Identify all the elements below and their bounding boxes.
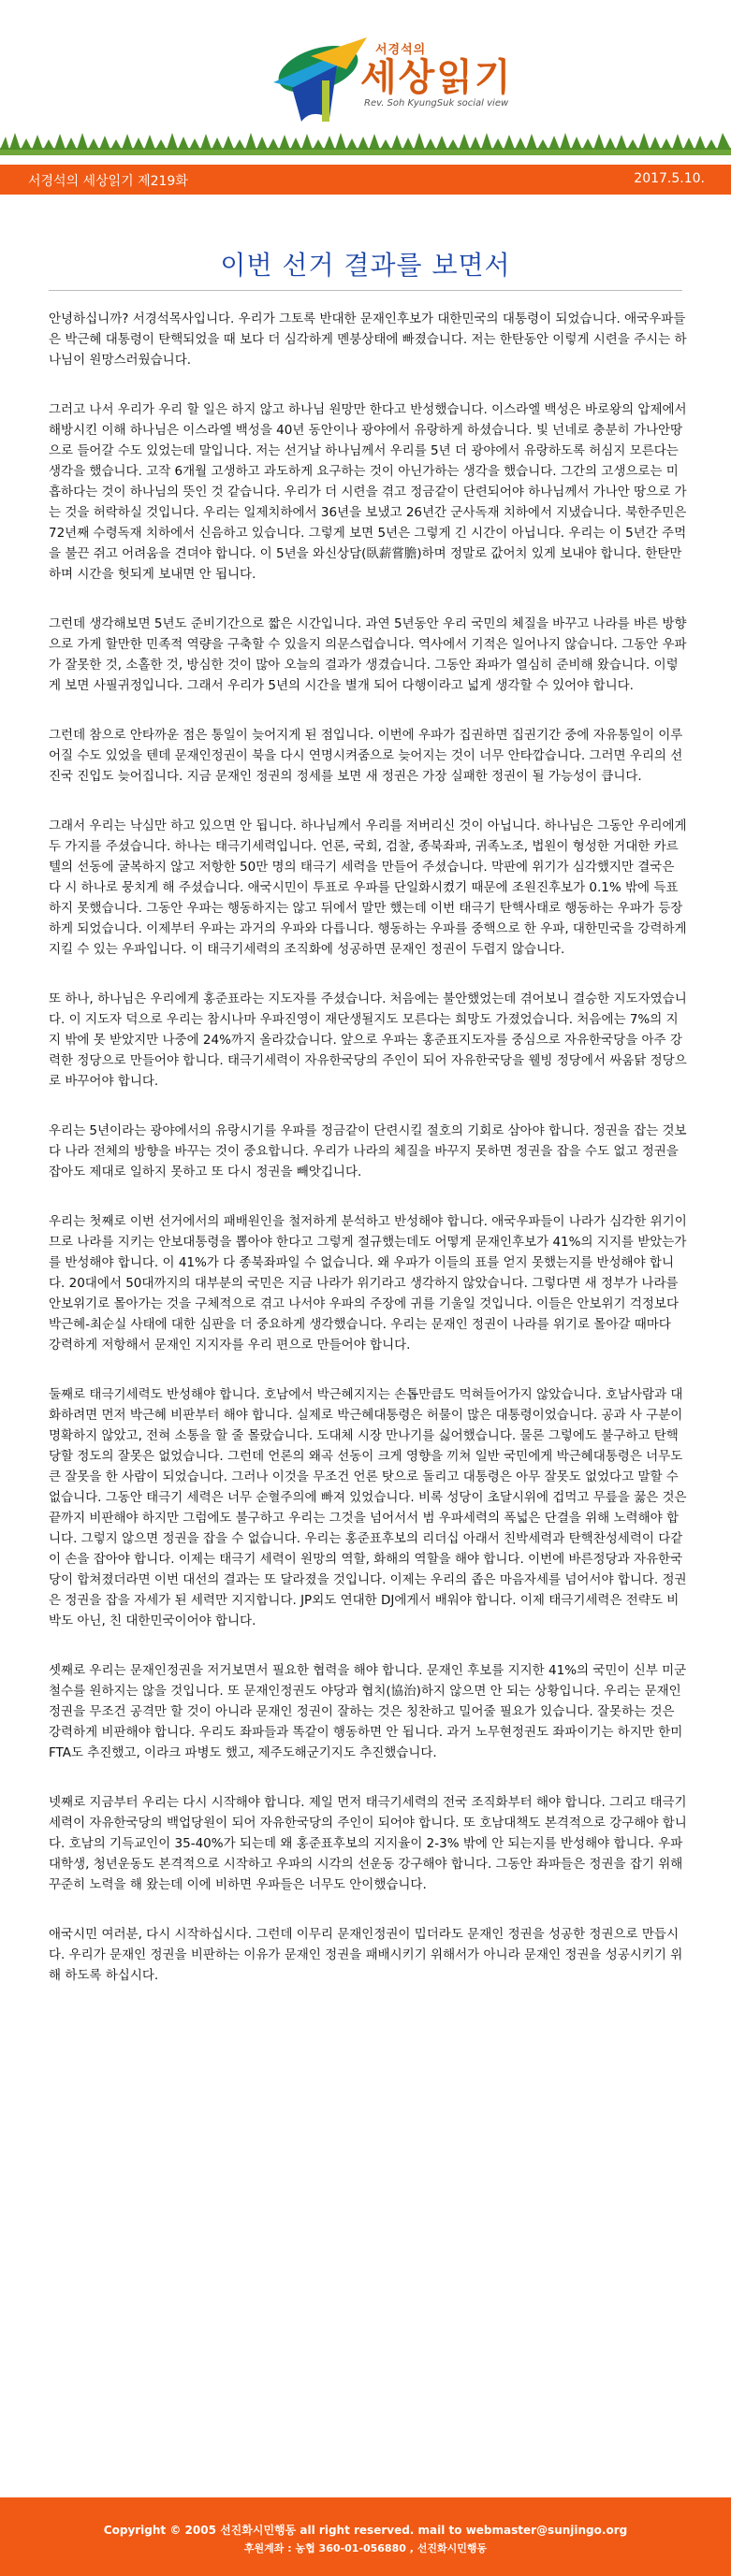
issue-number: 서경석의 세상읽기 제219화	[28, 174, 188, 189]
paragraph: 안녕하십니까? 서경석목사입니다. 우리가 그토록 반대한 문재인후보가 대한민국의 대통령이 되었습니다. 애국우파들은 박근혜 대통령이 탄핵되었을 때 보다 더 심각하게 멘붕상태에 빠졌습니다. 저는 한탄동안 이렇게 시련을 주시는 하나님이 원망스러웠습니다.	[49, 311, 687, 368]
paragraph: 애국시민 여러분, 다시 시작하십시다. 그런데 이무리 문재인정권이 밉더라도 문재인 정권을 성공한 정권으로 만듭시다. 우리가 문재인 정권을 비판하는 이유가 문재인 정권을 패배시키기 위해서가 아니라 문재인 정권을 성공시키기 위해 하도록 하십시다.	[49, 1927, 683, 1983]
article-title: 이번 선거 결과를 보면서	[220, 250, 511, 281]
donation-account: 후원계좌 : 농협 360-01-056880 , 선진화시민행동	[243, 2542, 488, 2554]
masthead	[0, 0, 731, 157]
issue-date: 2017.5.10.	[634, 171, 705, 186]
paragraph: 그래서 우리는 낙심만 하고 있으면 안 됩니다. 하나님께서 우리를 저버리신 것이 아닙니다. 하나님은 그동안 우리에게 두 가지를 주셨습니다. 하나는 태극기세력입니다. 언론, 국회, 검찰, 종북좌파, 귀족노조, 법원이 형성한 거대한 카르텔의 선동에 굴복하지 않고 저항한 50만 명의 태극기 세력을 만들어 주셨습니다. 막판에 위기가 심각했지만 결국은 다 시 하나로 뭉치게 해 주셨습니다. 애국시민이 투표로 우파를 단일화시켰기 때문에 조원진후보가 0.1% 밖에 득표하지 못했습니다. 그동안 우파는 행동하지는 않고 뒤에서 말만 했는데 이번 태극기 탄핵사태로 행동하는 우파가 등장하게 되었습니다. 이제부터 우파는 과거의 우파와 다릅니다. 행동하는 우파를 중핵으로 한 우파, 대한민국을 강력하게 지킬 수 있는 우파입니다. 이 태극기세력의 조직화에 성공하면 문재인 정권이 두렵지 않습니다.	[49, 818, 687, 957]
title-divider	[49, 290, 682, 291]
logo-text	[360, 39, 513, 109]
copyright-text: Copyright © 2005 선진화시민행동 all right reserved. mail to webmaster@sunjingo.org	[103, 2524, 628, 2537]
paragraph: 둘째로 태극기세력도 반성해야 합니다. 호남에서 박근혜지지는 손톱만큼도 먹혀들어가지 않았습니다. 호남사람과 대화하려면 먼저 박근혜 비판부터 해야 합니다. 실제로 박근혜대통령은 허물이 많은 대통령이었습니다. 공과 사 구분이 명확하지 않았고, 전혀 소통을 할 줄 몰랐습니다. 도대체 시장 만나기를 싫어했습니다. 물론 그렇에도 불구하고 탄핵당할 정도의 잘못은 없었습니다. 그런데 언론의 왜곡 선동이 크게 영향을 끼쳐 일반 국민에게 박근혜대통령은 너무도 큰 잘못을 한 사람이 되었습니다. 그러나 이것을 무조건 언론 탓으로 돌리고 대통령은 아무 잘못도 없었다고 말할 수 없습니다. 그동안 태극기 세력은 너무 순혈주의에 빠져 있었습니다. 비록 성당이 초달시위에 겁먹고 무릎을 꿇은 것은 끝까지 비판해야 하지만 그럼에도 불구하고 우리는 그것을 넘어서서 범 우파세력의 폭넓은 단결을 위해 노력해야 합니다. 그렇지 않으면 정권을 잡을 수 없습니다. 우리는 홍준표후보의 리더십 아래서 친박세력과 탄핵찬성세력이 다같이 손을 잡아야 합니다. 이제는 태극기 세력이 원망의 역할, 화해의 역할을 해야 합니다. 이번에 바른정당과 자유한국당이 합쳐졌더라면 이번 대선의 결과는 또 달라졌을 것입니다. 이제는 우리의 좁은 마음자세를 넘어서야 합니다. 정권은 정권을 잡을 자세가 된 세력만 지지합니다. JP외도 연대한 DJ에게서 배워야 합니다. 이제 태극기세력은 전략도 비박도 아닌, 친 대한민국이어야 합니다.	[49, 1387, 687, 1628]
footer	[0, 2497, 731, 2576]
logo-subtitle: Rev. Soh KyungSuk social view	[364, 98, 509, 109]
paragraph: 넷째로 지금부터 우리는 다시 시작해야 합니다. 제일 먼저 태극기세력의 전국 조직화부터 해야 합니다. 그리고 태극기 세력이 자유한국당의 백업당원이 되어 자유한국당의 주인이 되어야 합니다. 또 호남대책도 본격적으로 강구해야 합니다. 호남의 기득교인이 35-40%가 되는데 왜 홍준표후보의 지지율이 2-3% 밖에 안 되는지를 반성해야 합니다. 우파 대학생, 청년운동도 본격적으로 시작하고 우파의 시각의 선운동 강구해야 합니다. 그동안 좌파들은 정권을 잡기 위해 꾸준히 노력을 해 왔는데 이에 비하면 우파들은 너무도 안이했습니다.	[49, 1795, 687, 1892]
paragraph: 그러고 나서 우리가 우리 할 일은 하지 않고 하나님 원망만 한다고 반성했습니다. 이스라엘 백성은 바로왕의 압제에서 해방시킨 이해 하나님은 이스라엘 백성을 40년 동안이나 광야에서 유랑하게 하셨습니다. 빛 넌네로 충분히 가나안땅으로 들어갈 수도 있었는데 말입니다. 저는 선거날 하나님께서 우리를 5년 더 광야에서 유랑하도록 허심지 모른다는 생각을 했습니다. 고작 6개월 고생하고 과도하게 요구하는 것이 아닌가하는 생각을 했습니다. 그간의 고생으로는 미흡하다는 것이 하나님의 뜻인 것 같습니다. 우리가 더 시련을 겪고 정금같이 단련되어야 하나님께서 가나안 땅으로 가는 것을 허락하실 것입니다. 우리는 일제치하에서 36년을 보냈고 26년간 군사독재 치하에서 지냈습니다. 북한주민은 72년째 수령독재 치하에서 신음하고 있습니다. 그렇게 보면 5년은 그렇게 긴 시간이 아닙니다. 우리는 이 5년간 주먹을 불끈 쥐고 어려움을 견뎌야 합니다. 이 5년을 와신상담(臥薪嘗膽)하며 정말로 값어치 있게 보내야 합니다. 한탄만 하며 시간을 헛되게 보내면 안 됩니다.	[49, 402, 687, 582]
paragraph: 우리는 첫째로 이번 선거에서의 패배원인을 철저하게 분석하고 반성해야 합니다. 애국우파들이 나라가 심각한 위기이므로 나라를 지키는 안보대통령을 뽑아야 한다고 그렇게 절규했는데도 어떻게 문재인후보가 41%의 지지를 받았는가를 반성해야 합니다. 이 41%가 다 종북좌파일 수 없습니다. 왜 우파가 이들의 표를 얻지 못했는지를 반성해야 합니다. 20대에서 50대까지의 대부분의 국민은 지금 나라가 위기라고 생각하지 않았습니다. 그렇다면 새 정부가 나라를 안보위기로 몰아가는 것을 구체적으로 겪고 나서야 우파의 주장에 귀를 기울일 것입니다. 이들은 안보위기 걱정보다 박근혜-최순실 사태에 대한 심판을 더 중요하게 생각했습니다. 우리는 문재인 정권이 나라를 위기로 몰아갈 때마다 강력하게 저항해서 문재인 지지자를 우리 편으로 만들어야 합니다.	[49, 1214, 687, 1353]
article-body	[49, 309, 687, 2015]
logo-title: 세상읽기	[360, 56, 513, 99]
paragraph: 그런데 참으로 안타까운 점은 통일이 늦어지게 된 점입니다. 이번에 우파가 집권하면 집권기간 중에 자유통일이 이루어질 수도 있었을 텐데 문재인정권이 북을 다시 연명시켜줌으로 늦어지는 것이 너무 안타깝습니다. 그러면 우리의 선진국 진입도 늦어집니다. 지금 문재인 정권의 정세를 보면 새 정권은 가장 실패한 정권이 될 가능성이 큽니다.	[49, 728, 683, 784]
paragraph: 우리는 5년이라는 광야에서의 유랑시기를 우파를 정금같이 단련시킬 절호의 기회로 삼아야 합니다. 정권을 잡는 것보다 나라 전체의 방향을 바꾸는 것이 중요합니다. 우리가 나라의 체질을 바꾸지 못하면 정권을 잡을 수도 없고 정권을 잡아도 제대로 일하지 못하고 또 다시 정권을 빼앗깁니다.	[49, 1123, 687, 1179]
paragraph: 셋째로 우리는 문재인정권을 저거보면서 필요한 협력을 해야 합니다. 문재인 후보를 지지한 41%의 국민이 신부 미군철수를 원하지는 않을 것입니다. 또 문재인정권도 야당과 협치(協治)하지 않으면 안 되는 상황입니다. 우리는 문재인 정권을 무조건 공격만 할 것이 아니라 문재인 정권이 잘하는 것은 칭찬하고 밀어줄 필요가 있습니다. 잘못하는 것은 강력하게 비판해야 합니다. 우리도 좌파들과 똑같이 행동하면 안 됩니다. 과거 노무현정권도 좌파이기는 하지만 한미FTA도 추진했고, 이라크 파병도 했고, 제주도해군기지도 추진했습니다.	[49, 1663, 687, 1760]
grass-divider	[0, 131, 731, 155]
logo-small-text: 서경석의	[375, 43, 427, 57]
paragraph: 또 하나, 하나님은 우리에게 홍준표라는 지도자를 주셨습니다. 처음에는 불안했었는데 겪어보니 결승한 지도자였습니다. 이 지도자 덕으로 우리는 참시나마 우파진영이 재단생될지도 모른다는 희망도 가졌었습니다. 처음에는 7%의 지지 밖에 못 받았지만 나중에 24%까지 올라갔습니다. 앞으로 우파는 홍준표지도자를 중심으로 자유한국당을 아주 강력한 정당으로 만들어야 합니다. 태극기세력이 자유한국당의 주인이 되어 자유한국당을 웰빙 정당에서 싸움닭 정당으로 바꾸어야 합니다.	[49, 991, 687, 1089]
paragraph: 그런데 생각해보면 5년도 준비기간으로 짧은 시간입니다. 과연 5년동안 우리 국민의 체질을 바꾸고 나라를 바른 방향으로 가게 할만한 민족적 역량을 구축할 수 있을지 의문스럽습니다. 역사에서 기적은 일어나지 않습니다. 그동안 우파가 잘못한 것, 소홀한 것, 방심한 것이 많아 오늘의 결과가 생겼습니다. 그동안 좌파가 열심히 준비해 왔습니다. 이렇게 보면 사필귀정입니다. 그래서 우리가 5년의 시간을 별개 되어 다행이라고 넓게 생각할 수 있어야 합니다.	[49, 616, 687, 693]
issue-bar	[0, 165, 731, 195]
